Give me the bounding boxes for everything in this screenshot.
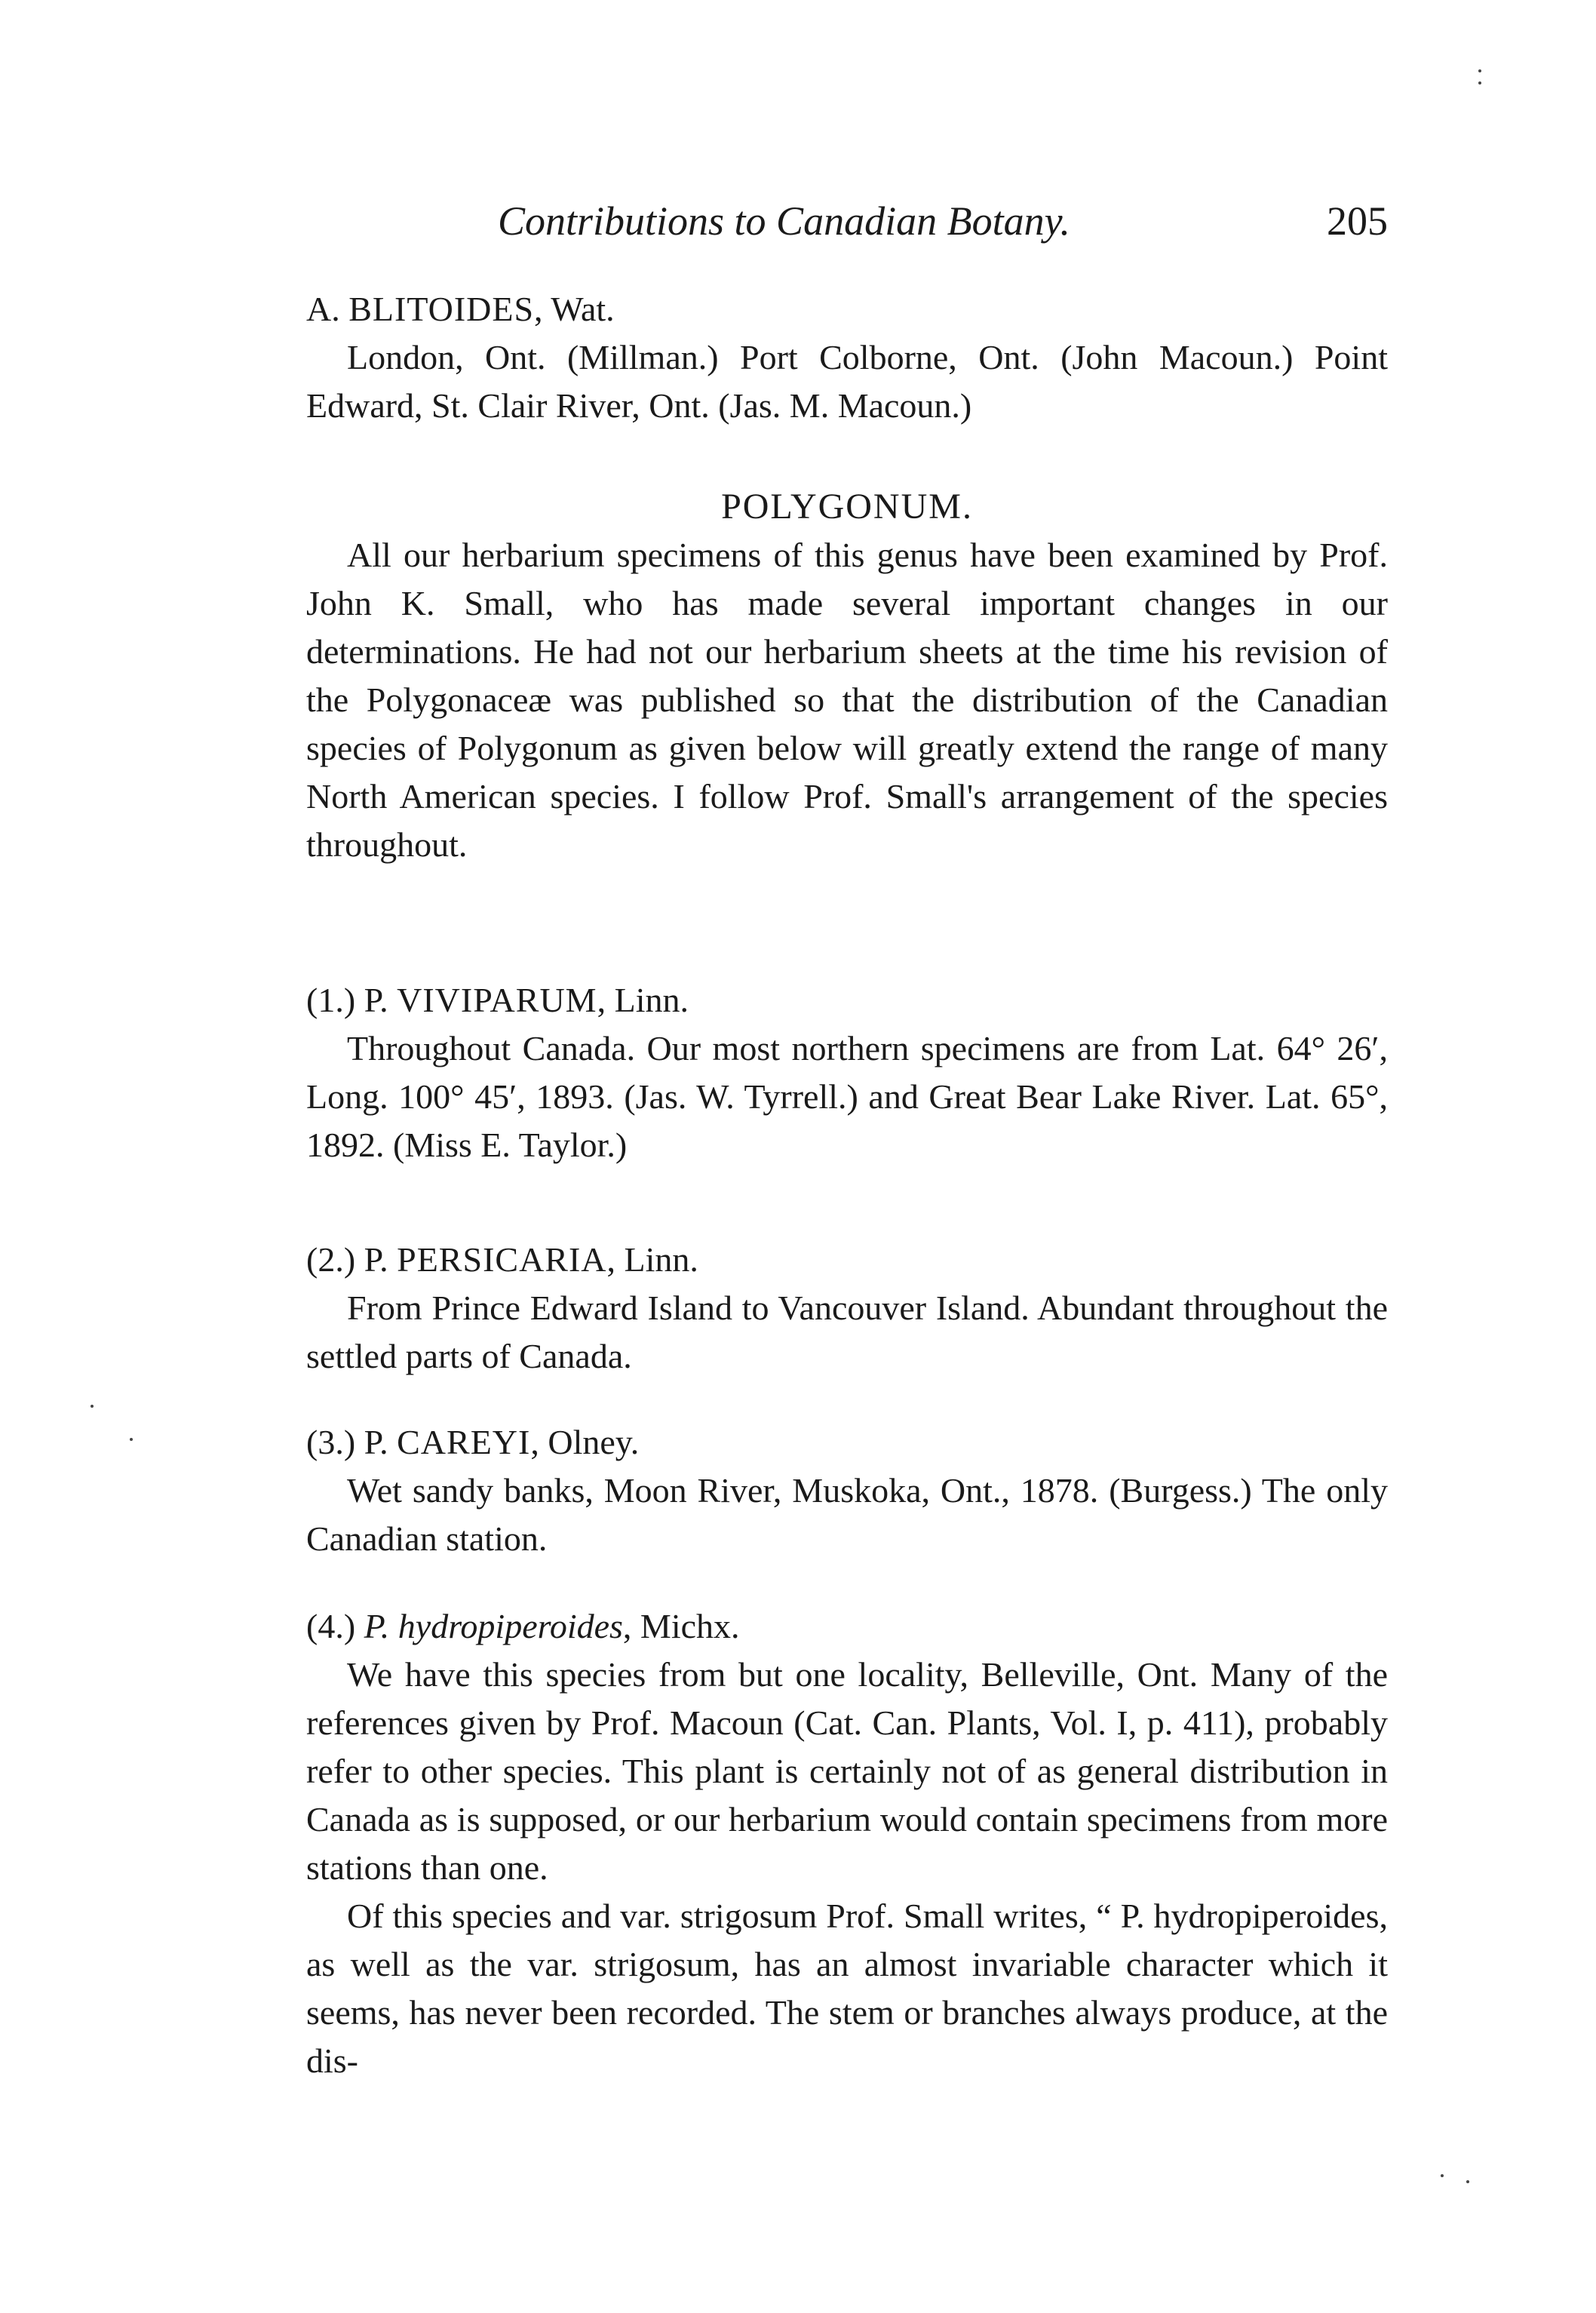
entry-blitoides <box>306 285 1388 430</box>
running-title: Contributions to Canadian Botany. <box>498 198 1071 244</box>
entry-hydropiperoides <box>306 1602 1388 2085</box>
running-header <box>498 198 1388 258</box>
scan-mark <box>1441 2174 1444 2177</box>
entry-persicaria <box>306 1236 1388 1381</box>
section-polygonum <box>306 483 1388 869</box>
section-intro: All our herbarium specimens of this genus have been examined by Prof. John K. Small, who has made several important changes in our determinations. He had not our herbarium sheets at the time his revision of the Polygonaceæ was published so that the distribution of the Canadian species of Polygonum as given below will greatly extend the range of many North American species. I follow Prof. Small's arrangement of the species throughout. <box>306 536 1388 864</box>
entry-heading: (3.) P. CAREYI, Olney. <box>306 1423 640 1461</box>
entry-text: London, Ont. (Millman.) Port Colborne, Ont. (John Macoun.) Point Edward, St. Clair River, Ont. (Jas. M. Macoun.) <box>306 338 1388 425</box>
page-number: 205 <box>1327 198 1388 244</box>
scan-mark <box>130 1438 133 1441</box>
entry-text: Wet sandy banks, Moon River, Muskoka, Ont., 1878. (Burgess.) The only Canadian station. <box>306 1471 1388 1558</box>
entry-text: Throughout Canada. Our most northern specimens are from Lat. 64° 26′, Long. 100° 45′, 1893. (Jas. W. Tyrrell.) and Great Bear Lake River. Lat. 65°, 1892. (Miss E. Taylor.) <box>306 1029 1388 1164</box>
entry-text: We have this species from but one locality, Belleville, Ont. Many of the references given by Prof. Macoun (Cat. Can. Plants, Vol. I, p. 411), probably refer to other species. This plant is certainly not of as general distribution in Canada as is supposed, or our herbarium would contain specimens from more stations than one. <box>306 1655 1388 1887</box>
entry-text-continued: Of this species and var. strigosum Prof. Small writes, “ P. hydropiperoides, as well as the var. strigosum, has an almost invariable character which it seems, has never been recorded. The stem or branches always produce, at the dis- <box>306 1897 1388 2080</box>
entry-heading: (1.) P. VIVIPARUM, Linn. <box>306 981 689 1019</box>
entry-text: From Prince Edward Island to Vancouver Island. Abundant throughout the settled parts of Canada. <box>306 1289 1388 1375</box>
entry-heading: A. BLITOIDES, Wat. <box>306 290 615 328</box>
scan-mark <box>91 1405 94 1408</box>
entry-careyi <box>306 1418 1388 1563</box>
entry-heading: (4.) P. hydropiperoides, Michx. <box>306 1607 740 1645</box>
entry-viviparum <box>306 976 1388 1169</box>
section-title: POLYGONUM. <box>721 487 973 527</box>
entry-heading: (2.) P. PERSICARIA, Linn. <box>306 1240 698 1279</box>
scan-mark <box>1478 69 1481 72</box>
scan-mark <box>1478 81 1481 84</box>
scan-mark <box>1466 2180 1469 2183</box>
